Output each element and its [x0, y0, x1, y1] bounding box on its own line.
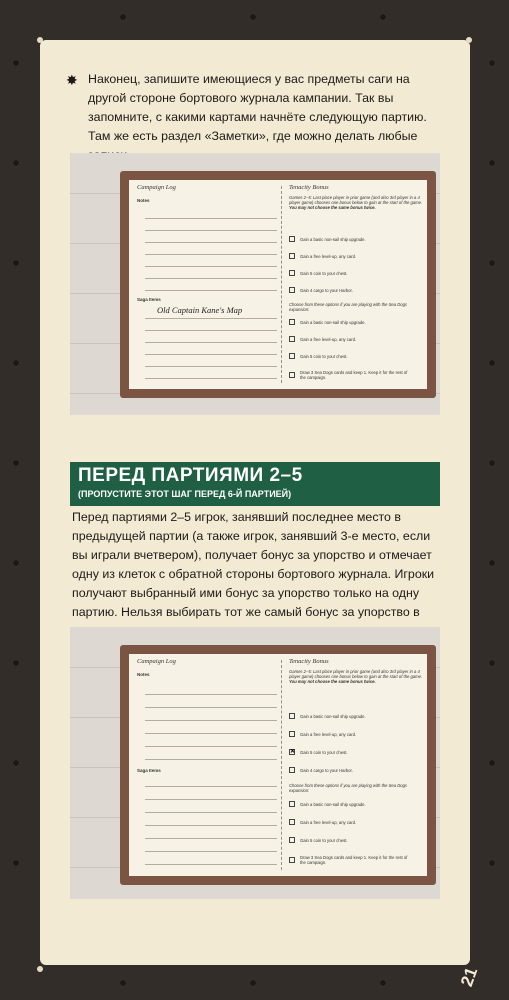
sea-dogs-intro: Choose from these options if you are playing with the Sea Dogs expansion: — [289, 783, 408, 794]
notes-label: Notes — [137, 198, 150, 203]
section1-bullet-text: Наконец, запишите имеющиеся у вас предметы саги на другой стороне бортового журнала кампании. Так вы запомните, с какими картами начнёте следующую партию. Там же есть раздел «Заметки», где можно делать любые — [88, 72, 427, 143]
sea-dogs-option[interactable]: Gain a free level-up, any card. — [289, 336, 356, 342]
campaign-log-sheet — [120, 645, 436, 885]
tenacity-option[interactable]: Gain a basic non-sail ship upgrade. — [289, 236, 366, 242]
tenacity-bonus-title: Tenacity Bonus — [289, 658, 329, 665]
tenacity-option-checked[interactable]: ✕ Gain 5 coin to your chest. — [290, 749, 348, 755]
rivet — [489, 360, 495, 366]
tenacity-option[interactable]: Gain a free level-up, any card. — [289, 253, 356, 259]
checkbox[interactable] — [289, 270, 295, 276]
rivet — [13, 560, 19, 566]
saga-items-label: Saga Items — [137, 768, 161, 773]
rivet — [250, 980, 256, 986]
rivet — [380, 14, 386, 20]
sea-dogs-intro: Choose from these options if you are playing with the Sea Dogs expansion: — [289, 302, 408, 313]
checkbox[interactable] — [289, 857, 295, 863]
rivet — [13, 860, 19, 866]
rivet — [489, 760, 495, 766]
checkbox[interactable] — [289, 319, 295, 325]
section2-body: Перед партиями 2–5 игрок, занявший последнее место в предыдущей партии (а также игрок, занявший 3-е место, если вы играли вчетвером), получает бонус за упорство и отмечает одну из клеток с обратной стороны бортового журнала. Игроки получают выбранный ими бонус за упорство только на одну партию. Нельзя выбирать тот же самый бонус за упорство в — [72, 510, 435, 619]
corner-ornament-icon — [26, 937, 72, 983]
checked-checkbox-icon[interactable]: ✕ — [290, 749, 296, 755]
sea-dogs-option[interactable]: Draw 3 Sea Dogs cards and keep 1. Keep it for the rest of the campaign. — [289, 855, 419, 865]
rivet — [13, 360, 19, 366]
checkbox[interactable] — [289, 819, 295, 825]
rivet — [489, 560, 495, 566]
tenacity-option[interactable]: Gain 5 coin to your chest. — [289, 270, 347, 276]
checkbox[interactable] — [289, 236, 295, 242]
rivet — [489, 860, 495, 866]
checkbox[interactable] — [289, 253, 295, 259]
checkbox[interactable] — [289, 372, 295, 378]
tenacity-rule: You may not choose the same bonus twice. — [289, 205, 376, 211]
rivet — [13, 760, 19, 766]
rivet — [120, 980, 126, 986]
sea-dogs-option[interactable]: Gain a free level-up, any card. — [289, 819, 356, 825]
checkbox[interactable] — [289, 287, 295, 293]
rivet — [250, 14, 256, 20]
sea-dogs-option[interactable]: Gain 5 coin to your chest. — [289, 353, 347, 359]
checkbox[interactable] — [289, 837, 295, 843]
tenacity-rule: You may not choose the same bonus twice. — [289, 679, 376, 685]
saga-item-entry: Old Captain Kane's Map — [157, 305, 243, 315]
tenacity-option[interactable]: Gain a basic non-sail ship upgrade. — [289, 713, 366, 719]
checkbox[interactable] — [289, 353, 295, 359]
rivet — [489, 60, 495, 66]
rivet — [489, 260, 495, 266]
rivet — [489, 660, 495, 666]
campaign-log-title: Campaign Log — [137, 658, 176, 665]
rivet — [489, 160, 495, 166]
section-subtitle: (ПРОПУСТИТЕ ЭТОТ ШАГ ПЕРЕД 6-Й ПАРТИЕЙ) — [78, 489, 292, 499]
bullet-star-icon: ✸ — [66, 72, 78, 88]
tenacity-option[interactable]: Gain 4 cargo to your Harbor. — [289, 287, 353, 293]
rivet — [380, 980, 386, 986]
tenacity-option[interactable]: Gain 4 cargo to your Harbor. — [289, 767, 353, 773]
campaign-log-title: Campaign Log — [137, 184, 176, 191]
campaign-log-photo-2 — [70, 627, 440, 899]
rivet — [13, 660, 19, 666]
corner-ornament-icon — [26, 26, 72, 72]
notes-label: Notes — [137, 672, 150, 677]
sea-dogs-option[interactable]: Gain a basic non-sail ship upgrade. — [289, 801, 366, 807]
tenacity-option[interactable]: Gain a free level-up, any card. — [289, 731, 356, 737]
checkbox[interactable] — [289, 336, 295, 342]
sea-dogs-option[interactable]: Gain 5 coin to your chest. — [289, 837, 347, 843]
checkbox[interactable] — [289, 767, 295, 773]
checkbox[interactable] — [289, 731, 295, 737]
tenacity-bonus-title: Tenacity Bonus — [289, 184, 329, 191]
campaign-log-sheet — [120, 171, 436, 398]
checkbox[interactable] — [289, 801, 295, 807]
tenacity-intro: Games 2–5: Last place player in prior game (and also 3rd player in a 4 player game) chooses one bonus below to gain at the start of the game. — [289, 195, 423, 206]
sea-dogs-option[interactable]: Draw 3 Sea Dogs cards and keep 1. Keep it for the rest of the campaign. — [289, 370, 419, 380]
rivet — [13, 260, 19, 266]
section-title: ПЕРЕД ПАРТИЯМИ 2–5 — [78, 465, 303, 486]
page-number: 21 — [456, 964, 482, 990]
checkbox[interactable] — [289, 713, 295, 719]
rivet — [13, 160, 19, 166]
sea-dogs-option[interactable]: Gain a basic non-sail ship upgrade. — [289, 319, 366, 325]
rivet — [13, 60, 19, 66]
campaign-log-photo-1 — [70, 153, 440, 415]
rivet — [120, 14, 126, 20]
corner-ornament-icon — [437, 26, 483, 72]
rivet — [489, 460, 495, 466]
tenacity-intro: Games 2–5: Last place player in prior game (and also 3rd player in a 4 player game) chooses one bonus below to gain at the start of the game. — [289, 669, 423, 680]
saga-items-label: Saga Items — [137, 297, 161, 302]
rivet — [13, 460, 19, 466]
